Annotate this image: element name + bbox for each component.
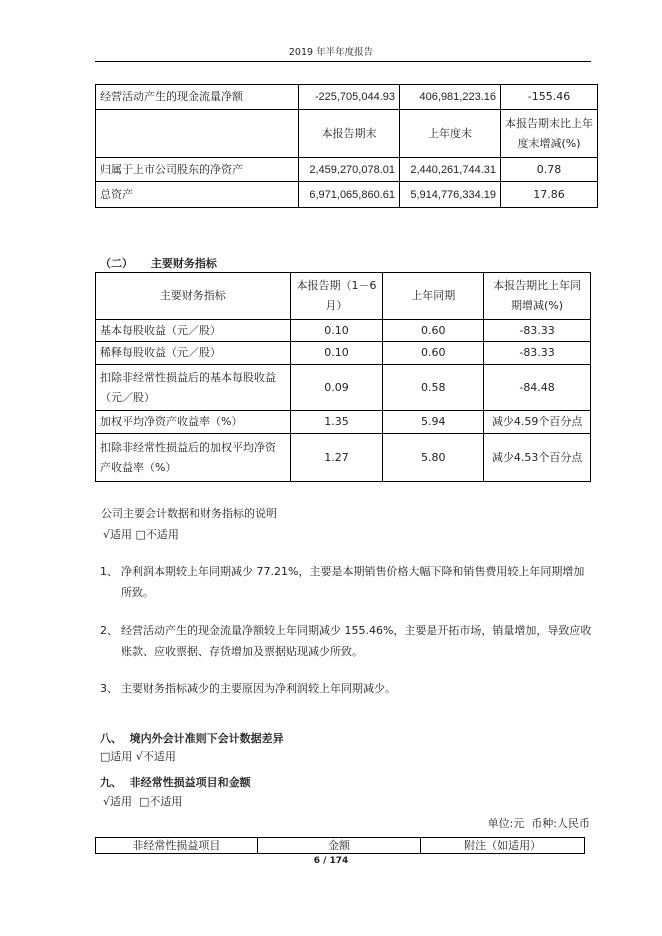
- section-9-heading: 九、 非经常性损益项目和金额: [100, 776, 251, 789]
- section-number: （二）: [100, 257, 133, 270]
- table-row: [96, 365, 591, 411]
- cell: 0.10: [290, 320, 383, 342]
- note-text: 净利润本期较上年同期减少 77.21%，主要是本期销售价格大幅下降和销售费用较上年同期增加所致。: [121, 565, 585, 599]
- cell: 减少4.59个百分点: [484, 411, 591, 434]
- column-header: 本报告期比上年同期增减(%): [484, 273, 591, 320]
- row-label: [96, 110, 299, 158]
- section-9-applicable: √适用 □不适用: [103, 795, 183, 808]
- key-data-table: [95, 84, 598, 208]
- row-label: 扣除非经常性损益后的加权平均净资产收益率（%）: [96, 434, 291, 482]
- table-row: [96, 85, 598, 110]
- table-header-row: [96, 110, 598, 158]
- section-2-heading: [100, 255, 217, 271]
- cell: 406,981,223.16: [400, 85, 501, 110]
- table-header-row: [96, 273, 591, 320]
- cell: 0.09: [290, 365, 383, 411]
- note-number: 1、: [100, 565, 118, 578]
- cell: 1.27: [290, 434, 383, 482]
- table-header-row: [96, 838, 585, 854]
- note-number: 2、: [100, 624, 118, 637]
- cell: 6,971,065,860.61: [299, 182, 400, 208]
- cell: -155.46: [501, 85, 598, 110]
- row-label: 基本每股收益（元／股）: [96, 320, 291, 342]
- page-header: 2019 年半年度报告: [288, 47, 374, 58]
- column-header: 主要财务指标: [96, 273, 291, 320]
- section-title: 主要财务指标: [150, 257, 217, 270]
- cell: 2,459,270,078.01: [299, 158, 400, 182]
- financial-indicators-table: [95, 272, 591, 482]
- column-header: 本报告期末比上年度末增减(%): [501, 110, 598, 158]
- cell: 1.35: [290, 411, 383, 434]
- table-row: [96, 342, 591, 365]
- cell: -84.48: [484, 365, 591, 411]
- table-row: [96, 320, 591, 342]
- note-item-3: [100, 678, 592, 699]
- cell: -225,705,044.93: [299, 85, 400, 110]
- table-row: [96, 158, 598, 182]
- cell: 5.80: [383, 434, 484, 482]
- column-header: 本报告期（1－6月）: [290, 273, 383, 320]
- notes-title: 公司主要会计数据和财务指标的说明: [101, 507, 277, 520]
- cell: 0.58: [383, 365, 484, 411]
- column-header: 附注（如适用）: [421, 838, 585, 854]
- page-number: 6 / 174: [313, 856, 349, 866]
- column-header: 上年同期: [383, 273, 484, 320]
- cell: 17.86: [501, 182, 598, 208]
- table-row: [96, 182, 598, 208]
- cell: -83.33: [484, 342, 591, 365]
- note-text: 经营活动产生的现金流量净额较上年同期减少 155.46%，主要是开拓市场，销量增加，导致应收账款、应收票据、存货增加及票据贴现减少所致。: [121, 624, 592, 658]
- cell: 减少4.53个百分点: [484, 434, 591, 482]
- row-label: 加权平均净资产收益率（%）: [96, 411, 291, 434]
- cell: 0.78: [501, 158, 598, 182]
- note-item-1: [100, 561, 592, 603]
- column-header: 非经常性损益项目: [96, 838, 258, 854]
- section-8-heading: 八、 境内外会计准则下会计数据差异: [100, 732, 284, 745]
- column-header: 上年度末: [400, 110, 501, 158]
- unit-currency-label: 单位:元 币种:人民币: [487, 817, 590, 830]
- note-number: 3、: [100, 682, 118, 695]
- cell: 2,440,261,744.31: [400, 158, 501, 182]
- cell: -83.33: [484, 320, 591, 342]
- cell: 0.60: [383, 342, 484, 365]
- row-label: 总资产: [96, 182, 299, 208]
- non-recurring-items-table: [95, 837, 585, 854]
- table-row: [96, 434, 591, 482]
- cell: 0.60: [383, 320, 484, 342]
- column-header: 本报告期末: [299, 110, 400, 158]
- row-label: 归属于上市公司股东的净资产: [96, 158, 299, 182]
- notes-applicable: √适用 □不适用: [103, 528, 179, 541]
- cell: 5,914,776,334.19: [400, 182, 501, 208]
- row-label: 扣除非经常性损益后的基本每股收益（元／股）: [96, 365, 291, 411]
- table-row: [96, 411, 591, 434]
- row-label: 经营活动产生的现金流量净额: [96, 85, 299, 110]
- note-text: 主要财务指标减少的主要原因为净利润较上年同期减少。: [121, 682, 396, 695]
- cell: 0.10: [290, 342, 383, 365]
- note-item-2: [100, 620, 592, 662]
- row-label: 稀释每股收益（元／股）: [96, 342, 291, 365]
- header-divider: [95, 61, 591, 62]
- column-header: 金额: [257, 838, 421, 854]
- section-8-applicable: □适用 √不适用: [100, 750, 176, 763]
- cell: 5.94: [383, 411, 484, 434]
